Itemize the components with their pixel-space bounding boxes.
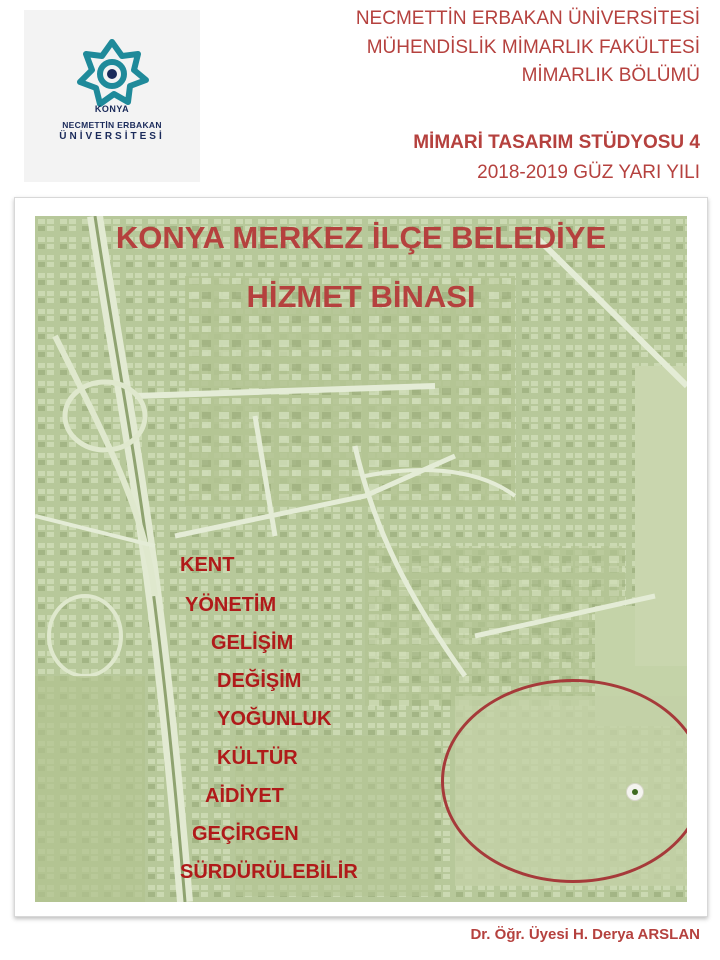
keyword-kultur: KÜLTÜR — [217, 747, 298, 769]
keyword-gecirgen: GEÇİRGEN — [192, 823, 299, 845]
keyword-yonetim: YÖNETİM — [185, 594, 277, 616]
logo-name-line1: NECMETTİN ERBAKAN — [62, 120, 162, 130]
keyword-surdurulebilir: SÜRDÜRÜLEBİLİR — [180, 861, 358, 883]
keyword-degisim: DEĞİŞİM — [217, 670, 302, 692]
term-label: 2018-2019 GÜZ YARI YILI — [477, 162, 700, 183]
university-emblem-icon — [72, 34, 152, 114]
location-pin-icon — [626, 783, 644, 801]
project-site-marker — [441, 679, 687, 883]
project-title-line1: KONYA MERKEZ İLÇE BELEDİYE — [115, 220, 607, 255]
keyword-aidiyet: AİDİYET — [205, 785, 284, 807]
site-map-frame — [14, 197, 708, 917]
university-logo — [24, 10, 200, 182]
author-credit: Dr. Öğr. Üyesi H. Derya ARSLAN — [470, 926, 700, 943]
project-title-line2: HİZMET BİNASI — [246, 279, 476, 314]
logo-city-text: KONYA — [94, 104, 130, 114]
university-name: NECMETTİN ERBAKAN ÜNİVERSİTESİ — [355, 8, 700, 29]
keyword-gelisim: GELİŞİM — [211, 632, 294, 654]
site-map — [35, 216, 687, 902]
course-title: MİMARİ TASARIM STÜDYOSU 4 — [413, 132, 700, 153]
logo-name-line2: ÜNİVERSİTESİ — [59, 131, 165, 142]
keyword-kent: KENT — [180, 554, 235, 576]
department-name: MİMARLIK BÖLÜMÜ — [521, 65, 700, 86]
faculty-name: MÜHENDİSLİK MİMARLIK FAKÜLTESİ — [366, 37, 700, 58]
keyword-yogunluk: YOĞUNLUK — [217, 708, 332, 730]
